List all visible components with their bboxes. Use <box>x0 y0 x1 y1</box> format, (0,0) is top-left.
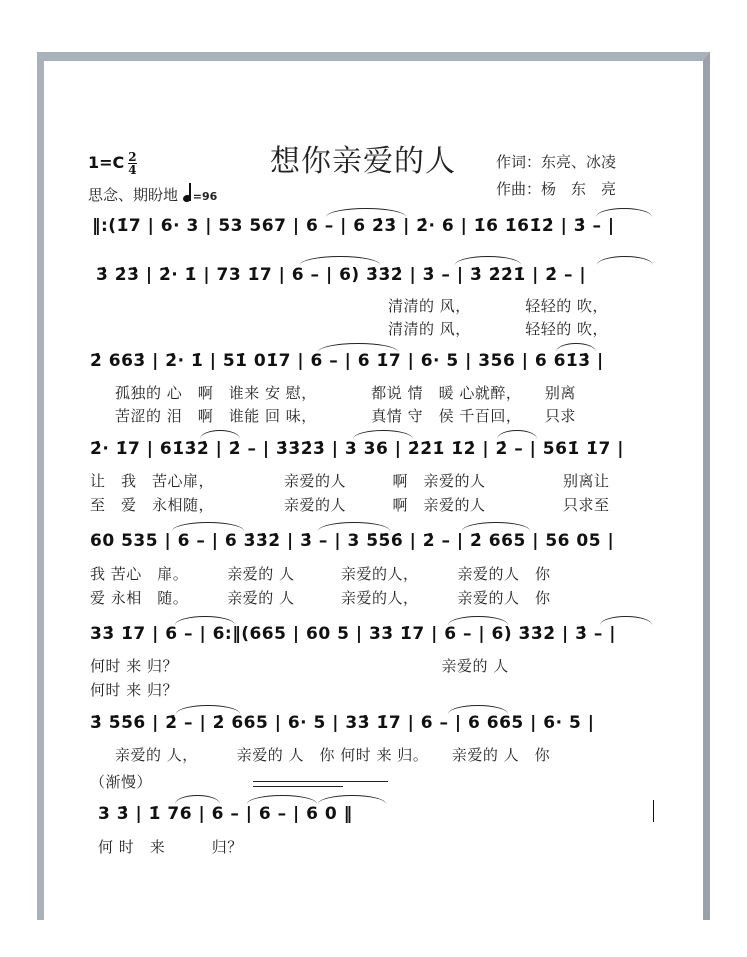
time-numerator: 2 <box>128 150 137 164</box>
score-line-1: ‖:(1̇7 | 6· 3 | 53 567 | 6 – | 6 2̇3̇ | 2̇· 6 | 1̇6 1̇61̇2̇ | 3̇ – | <box>92 216 615 236</box>
decrescendo-line <box>253 786 343 787</box>
note-stem-icon <box>189 183 191 201</box>
score-line-4: 2̇· 1̇7 | 61̇3̇2̇ | 2̇ – | 3̇3̇2̇3̇ | 3 36 | 2̇2̇1̇ 1̇2̇ | 2̇ – | 561̇ 1̇7 | <box>90 439 624 459</box>
score-line-2: 3̇ 2̇3̇ | 2̇· 1̇ | 73 1̇7 | 6 – | 6) 3̇3̇2̇ | 3̇ – | 3̇ 2̇2̇1̇ | 2̇ – | <box>96 265 587 285</box>
expression-marking <box>88 184 217 205</box>
composer-credit: 作曲：杨 东 亮 <box>496 180 617 198</box>
decrescendo-line <box>253 781 388 782</box>
lyrics-line-2-verse-2: 清清的 风， 轻轻的 吹， <box>388 320 609 338</box>
lyrics-line-3-verse-1: 孤独的 心 啊 谁来 安 慰， 都说 情 暖 心就醉， 别离 <box>115 384 576 402</box>
score-line-6: 33̇ 1̇7 | 6 – | 6:‖(665 | 60 5 | 33̇ 1̇7 | 6 – | 6) 3̇3̇2̇ | 3̇ – | <box>90 624 616 644</box>
score-line-8: 3 3̇ | 1̇ 76 | 6 – | 6 – | 6 0 ‖ <box>98 804 353 824</box>
page-title: 想你亲爱的人 <box>270 144 456 179</box>
time-signature <box>128 151 136 176</box>
time-denominator: 4 <box>128 163 137 177</box>
lyricist-credit: 作词：东亮、冰凌 <box>496 153 617 171</box>
score-line-5: 60 535 | 6 – | 6 3̇3̇2̇ | 3̇ – | 3 5̇5̇6̇ | 2̇ – | 2̇ 665 | 56 05 | <box>90 531 615 551</box>
lyrics-line-6-verse-2: 何时 来 归？ <box>90 681 179 699</box>
expression-text: 思念、期盼地 <box>88 186 179 204</box>
ritardando-marking: （渐慢） <box>90 773 153 791</box>
score-line-7: 3̇ 5̇5̇6̇ | 2̇ – | 2̇ 665 | 6· 5 | 33̇ 1̇7 | 6 – | 6 665 | 6· 5 | <box>90 713 595 733</box>
lyrics-line-2-verse-1: 清清的 风， 轻轻的 吹， <box>388 297 609 315</box>
lyrics-line-6-verse-1: 何时 来 归？ 亲爱的 人 <box>90 657 509 675</box>
key-signature <box>88 151 137 176</box>
lyrics-line-8: 何 时 来 归？ <box>98 838 243 856</box>
tempo-value: =96 <box>192 190 218 203</box>
lyrics-line-4-verse-2: 至 爱 永相随， 亲爱的人 啊 亲爱的人 只求至 <box>90 496 610 514</box>
lyrics-line-5-verse-1: 我 苦心 扉。 亲爱的 人 亲爱的人， 亲爱的人 你 <box>90 565 551 583</box>
lyrics-line-4-verse-1: 让 我 苦心扉， 亲爱的人 啊 亲爱的人 别离让 <box>90 472 610 490</box>
barline <box>653 800 654 822</box>
lyrics-line-5-verse-2: 爱 永相 随。 亲爱的 人 亲爱的人， 亲爱的人 你 <box>90 589 551 607</box>
lyrics-line-7-verse-1: 亲爱的 人， 亲爱的 人 你 何时 来 归。 亲爱的 人 你 <box>115 746 551 764</box>
lyrics-line-3-verse-2: 苦涩的 泪 啊 谁能 回 味， 真情 守 侯 千百回， 只求 <box>115 407 576 425</box>
score-line-3: 2̇ 663̇ | 2̇· 1̇ | 51̇ 01̇7 | 6 – | 6 1̇7 | 6· 5 | 356 | 6 61̇3̇ | <box>90 351 604 371</box>
key-label: 1=C <box>88 153 125 172</box>
